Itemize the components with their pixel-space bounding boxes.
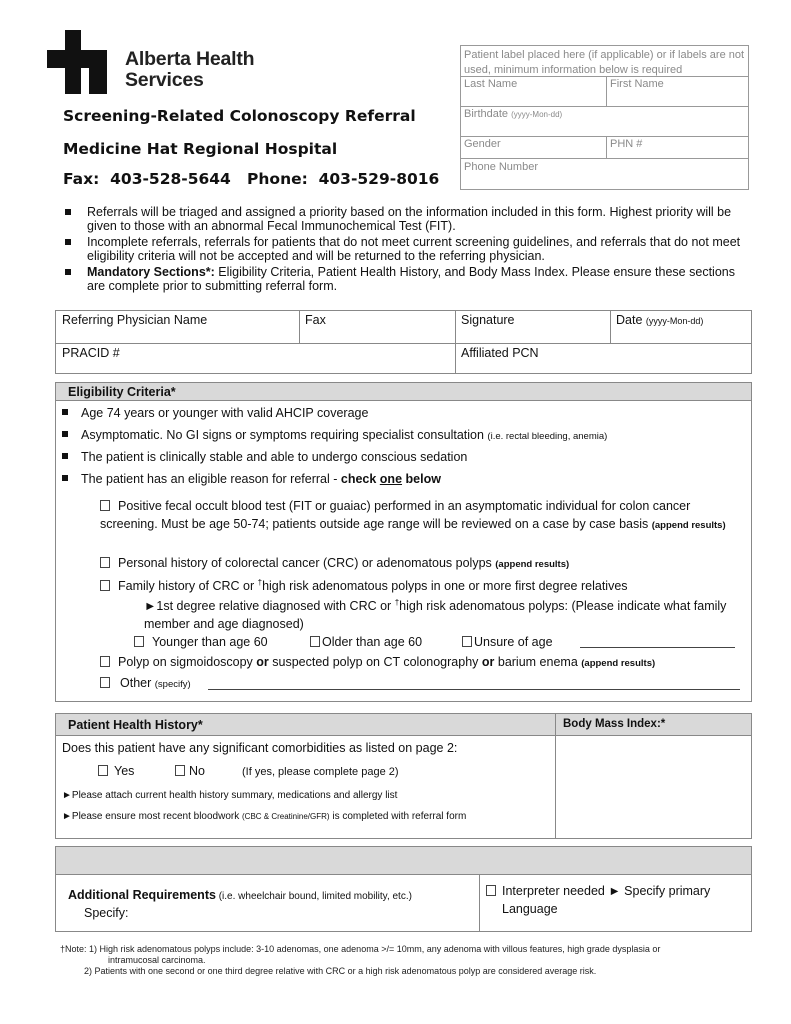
option-polyp-checkbox[interactable] <box>100 656 110 667</box>
dagger-mark: † <box>257 578 263 587</box>
other-specify-line[interactable] <box>208 689 740 690</box>
no-label: No <box>189 764 205 778</box>
additional-requirements-section <box>55 846 752 932</box>
criterion-item <box>62 472 441 486</box>
option-polyp[interactable] <box>100 653 655 673</box>
one-text: one <box>379 472 403 486</box>
bloodwork-text: ►Please ensure most recent bloodwork <box>62 811 242 822</box>
additional-examples: (i.e. wheelchair bound, limited mobility, etc.) <box>215 891 412 902</box>
birthdate-label: Birthdate <box>464 108 509 120</box>
option-text: Polyp on sigmoidoscopy <box>118 655 257 669</box>
comorbidity-question: Does this patient have any significant comorbidities as listed on page 2: <box>62 741 458 755</box>
first-name-field[interactable]: First Name <box>610 78 664 90</box>
logo-line2: Services <box>125 69 204 91</box>
instruction-text: Referrals will be triaged and assigned a priority based on the information included in this form. Highest priority will be given to those with an abnormal Fecal Immunochemical Test (FIT). <box>87 205 732 233</box>
interpreter-option[interactable] <box>486 882 710 918</box>
age-unsure-option[interactable] <box>462 633 553 651</box>
option-personal-history[interactable] <box>100 554 569 574</box>
eligibility-section <box>55 382 752 702</box>
last-name-field[interactable]: Last Name <box>464 78 518 90</box>
dagger-mark: † <box>394 598 400 607</box>
append-note: (append results) <box>651 520 726 531</box>
logo-line1: Alberta Health <box>125 48 255 70</box>
instruction-item <box>63 205 753 233</box>
contact-line: Fax: 403-528-5644 Phone: 403-529-8016 <box>63 170 440 188</box>
criterion-item <box>62 406 368 420</box>
logo-text <box>125 49 254 91</box>
footnote-1: †Note: 1) High risk adenomatous polyps include: 3-10 adenomas, one adenoma >/= 10mm, any adenoma with villous features, high grade dysplasia or <box>60 944 661 954</box>
option-text: high risk adenomatous polyps in one or more first degree relatives <box>262 579 628 594</box>
criterion-item <box>62 450 467 464</box>
bmi-field[interactable] <box>557 737 751 838</box>
gender-field[interactable]: Gender <box>464 138 501 150</box>
or-text: or <box>256 655 269 669</box>
eligibility-title: Eligibility Criteria* <box>68 385 176 399</box>
phone-number-field[interactable]: Phone Number <box>464 161 538 173</box>
option-text: barium enema <box>494 655 582 669</box>
ahs-logo-icon <box>47 30 107 94</box>
additional-specify-field[interactable]: Specify: <box>84 906 129 920</box>
attach-note: ►Please attach current health history summary, medications and allergy list <box>62 790 398 801</box>
age-text: Unsure of age <box>474 635 553 649</box>
health-history-section <box>55 713 752 839</box>
criterion-text: The patient has an eligible reason for referral - <box>81 472 341 486</box>
detail-text: high risk adenomatous polyps: (Please indicate what family member and age diagnosed) <box>144 599 727 632</box>
language-field[interactable]: Language <box>502 902 558 916</box>
comorbidity-no-option[interactable] <box>175 764 205 778</box>
additional-req-label <box>68 888 412 902</box>
age-unsure-checkbox[interactable] <box>462 636 472 647</box>
check-text: check <box>340 472 380 486</box>
age-older-option[interactable] <box>310 633 422 651</box>
criterion-text: Asymptomatic. No GI signs or symptoms requiring specialist consultation <box>81 428 484 442</box>
mandatory-label: Mandatory Sections*: <box>87 265 215 279</box>
signature-field[interactable]: Signature <box>461 313 515 327</box>
option-family-history-checkbox[interactable] <box>100 580 110 591</box>
patient-label-intro: Patient label placed here (if applicable) or if labels are not used, minimum information below is required <box>464 49 745 76</box>
phn-field[interactable]: PHN # <box>610 138 643 150</box>
bloodwork-tests: (CBC & Creatinine/GFR) <box>242 812 330 821</box>
family-detail <box>144 594 744 633</box>
age-younger-checkbox[interactable] <box>134 636 144 647</box>
criterion-text: Age 74 years or younger with valid AHCIP coverage <box>81 406 369 420</box>
specify-note: (specify) <box>154 679 191 690</box>
age-older-checkbox[interactable] <box>310 636 320 647</box>
if-yes-note: (If yes, please complete page 2) <box>242 766 399 778</box>
form-title: Screening-Related Colonoscopy Referral <box>63 107 416 125</box>
detail-text: ►1st degree relative diagnosed with CRC or <box>144 599 395 614</box>
instructions-list <box>63 205 753 295</box>
age-text: Older than age 60 <box>322 635 423 649</box>
bloodwork-note <box>62 811 466 822</box>
option-text: suspected polyp on CT colonography <box>268 655 482 669</box>
footnote <box>60 944 760 977</box>
instruction-item <box>63 265 753 293</box>
date-field[interactable] <box>616 313 703 327</box>
option-text: Family history of CRC or <box>118 579 258 594</box>
bloodwork-text: is completed with referral form <box>329 811 467 822</box>
physician-info-table <box>55 310 752 374</box>
below-text: below <box>402 472 441 486</box>
pcn-field[interactable]: Affiliated PCN <box>461 346 539 360</box>
birthdate-format: (yyyy-Mon-dd) <box>511 110 563 119</box>
additional-title: Additional Requirements <box>68 888 216 902</box>
health-history-title: Patient Health History* <box>68 718 203 732</box>
option-personal-history-checkbox[interactable] <box>100 557 110 568</box>
bmi-title: Body Mass Index:* <box>563 718 666 730</box>
fax-field[interactable]: Fax <box>305 313 326 327</box>
date-label: Date <box>616 313 643 327</box>
option-fit[interactable] <box>100 497 740 535</box>
option-text: Personal history of colorectal cancer (CRC) or adenomatous polyps <box>118 556 492 570</box>
yes-checkbox[interactable] <box>98 765 108 776</box>
option-text: Positive fecal occult blood test (FIT or guaiac) performed in an asymptomatic individual for colon cancer screening. Must be age 50-74; patients outside age range will be reviewed on a case by case basis <box>100 499 691 531</box>
yes-label: Yes <box>114 764 135 778</box>
criterion-note: (i.e. rectal bleeding, anemia) <box>487 431 608 442</box>
mandatory-text: Eligibility Criteria, Patient Health History, and Body Mass Index. Please ensure these sections are complete prior to submitting referral form. <box>87 265 735 293</box>
interpreter-checkbox[interactable] <box>486 885 496 896</box>
hospital-name: Medicine Hat Regional Hospital <box>63 140 338 158</box>
option-other-checkbox[interactable] <box>100 677 110 688</box>
age-blank-line[interactable] <box>580 647 735 648</box>
age-text: Younger than age 60 <box>152 635 268 649</box>
option-fit-checkbox[interactable] <box>100 500 110 511</box>
no-checkbox[interactable] <box>175 765 185 776</box>
age-younger-option[interactable] <box>134 633 268 651</box>
append-note: (append results) <box>581 658 656 669</box>
comorbidity-yes-option[interactable] <box>98 764 134 778</box>
option-text: Other <box>120 676 152 690</box>
pracid-field[interactable]: PRACID # <box>62 346 120 360</box>
interpreter-text: Interpreter needed ► Specify primary <box>502 884 711 898</box>
date-format: (yyyy-Mon-dd) <box>645 316 704 326</box>
option-other[interactable] <box>100 674 191 694</box>
criterion-item <box>62 428 607 442</box>
option-family-history[interactable] <box>100 574 628 595</box>
or-text: or <box>481 655 495 669</box>
physician-name-field[interactable]: Referring Physician Name <box>62 313 208 327</box>
criterion-text: The patient is clinically stable and able to undergo conscious sedation <box>81 450 468 464</box>
instruction-text: Incomplete referrals, referrals for patients that do not meet current screening guidelines, and referrals that do not meet eligibility criteria will not be accepted and will be returned to the referring physician. <box>87 235 741 263</box>
birthdate-field[interactable] <box>464 108 562 120</box>
footnote-1b: intramucosal carcinoma. <box>108 955 206 965</box>
append-note: (append results) <box>495 559 570 570</box>
footnote-2: 2) Patients with one second or one third degree relative with CRC or a high risk adenomatous polyp are considered average risk. <box>84 966 597 976</box>
patient-label-box[interactable] <box>460 45 749 190</box>
instruction-item <box>63 235 753 263</box>
